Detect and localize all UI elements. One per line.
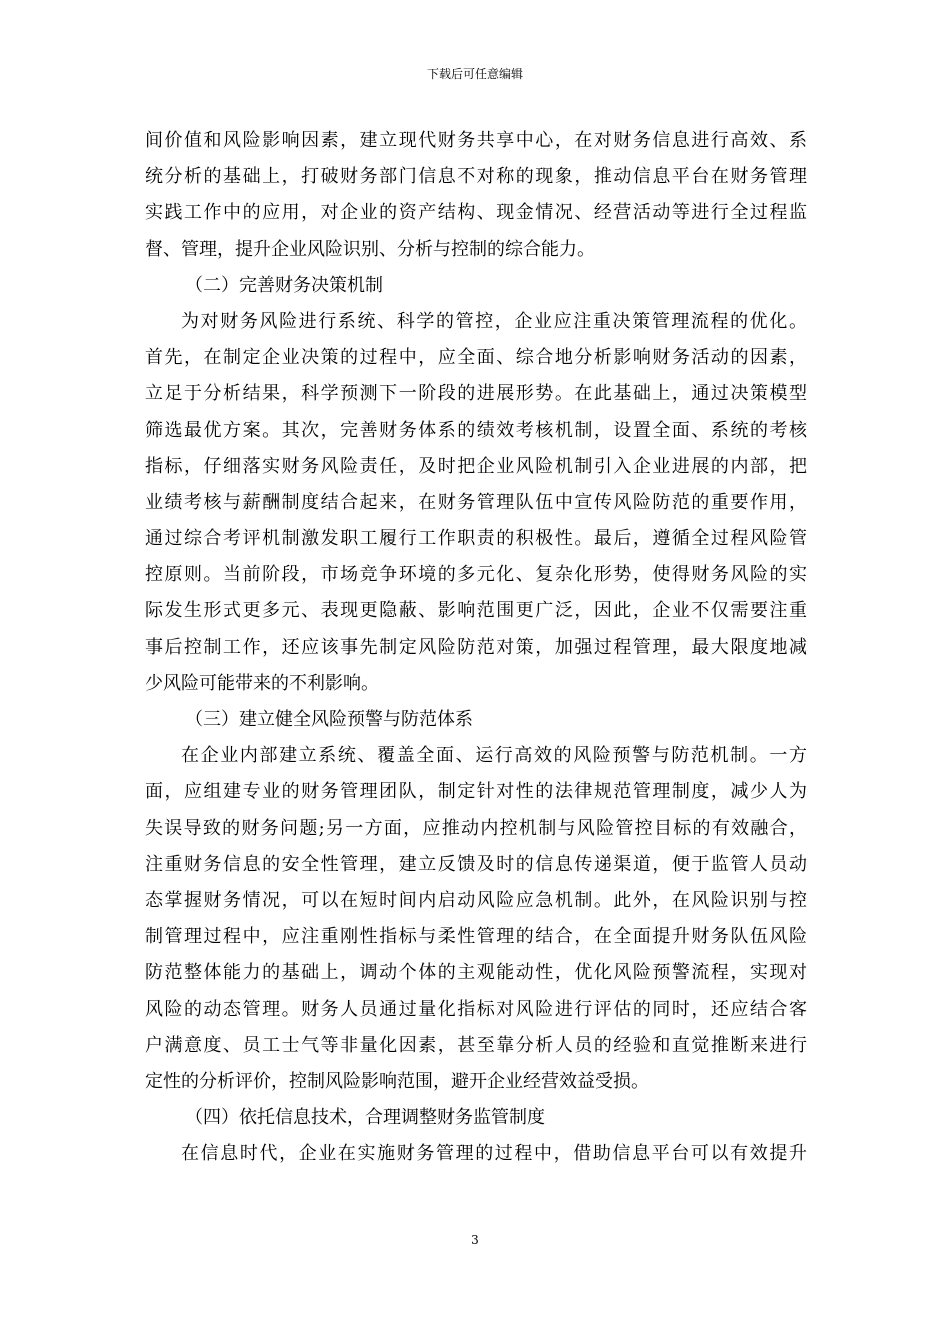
text-line: 立足于分析结果，科学预测下一阶段的进展形势。在此基础上，通过决策模型 [145,383,807,405]
text-line: 首先，在制定企业决策的过程中，应全面、综合地分析影响财务活动的因素， [145,347,807,369]
page-header: 下载后可任意编辑 [426,67,523,81]
text-line: 业绩考核与薪酬制度结合起来，在财务管理队伍中宣传风险防范的重要作用， [145,491,807,513]
text-line: 少风险可能带来的不利影响。 [145,672,379,694]
text-line: 通过综合考评机制激发职工履行工作职责的积极性。最后，遵循全过程风险管 [145,528,807,550]
text-line: 制管理过程中，应注重刚性指标与柔性管理的结合，在全面提升财务队伍风险 [145,926,807,948]
text-line: 面，应组建专业的财务管理团队，制定针对性的法律规范管理制度，减少人为 [145,781,807,803]
page-number: 3 [471,1233,479,1247]
text-line: 在企业内部建立系统、覆盖全面、运行高效的风险预警与防范机制。一方 [181,745,807,767]
text-line: 户满意度、员工士气等非量化因素，甚至靠分析人员的经验和直觉推断来进行 [145,1034,807,1056]
text-line: 事后控制工作，还应该事先制定风险防范对策，加强过程管理，最大限度地减 [145,636,807,658]
text-line: 筛选最优方案。其次，完善财务体系的绩效考核机制，设置全面、系统的考核 [145,419,807,441]
text-line: 指标，仔细落实财务风险责任，及时把企业风险机制引入企业进展的内部，把 [145,455,807,477]
text-line: 督、管理，提升企业风险识别、分析与控制的综合能力。 [145,238,595,260]
text-line: 风险的动态管理。财务人员通过量化指标对风险进行评估的同时，还应结合客 [145,998,807,1020]
section-heading: （三）建立健全风险预警与防范体系 [185,709,473,730]
text-line: 际发生形式更多元、表现更隐蔽、影响范围更广泛，因此，企业不仅需要注重 [145,600,807,622]
text-line: 统分析的基础上，打破财务部门信息不对称的现象，推动信息平台在财务管理 [145,166,807,188]
text-line: 注重财务信息的安全性管理，建立反馈及时的信息传递渠道，便于监管人员动 [145,853,807,875]
text-line: 防范整体能力的基础上，调动个体的主观能动性，优化风险预警流程，实现对 [145,962,807,984]
text-line: 间价值和风险影响因素，建立现代财务共享中心，在对财务信息进行高效、系 [145,130,807,151]
text-line: 在信息时代，企业在实施财务管理的过程中，借助信息平台可以有效提升 [181,1143,807,1165]
section-heading: （四）依托信息技术，合理调整财务监管制度 [185,1107,545,1129]
text-line: 定性的分析评价，控制风险影响范围，避开企业经营效益受损。 [145,1070,649,1092]
text-line: 态掌握财务情况，可以在短时间内启动风险应急机制。此外，在风险识别与控 [145,889,807,911]
text-line: 为对财务风险进行系统、科学的管控，企业应注重决策管理流程的优化。 [181,310,807,332]
text-line: 实践工作中的应用，对企业的资产结构、现金情况、经营活动等进行全过程监 [145,202,807,224]
text-line: 控原则。当前阶段，市场竞争环境的多元化、复杂化形势，使得财务风险的实 [145,564,807,586]
section-heading: （二）完善财务决策机制 [185,274,383,296]
text-line: 失误导致的财务问题;另一方面，应推动内控机制与风险管控目标的有效融合， [145,817,807,839]
document-body [145,123,807,1172]
